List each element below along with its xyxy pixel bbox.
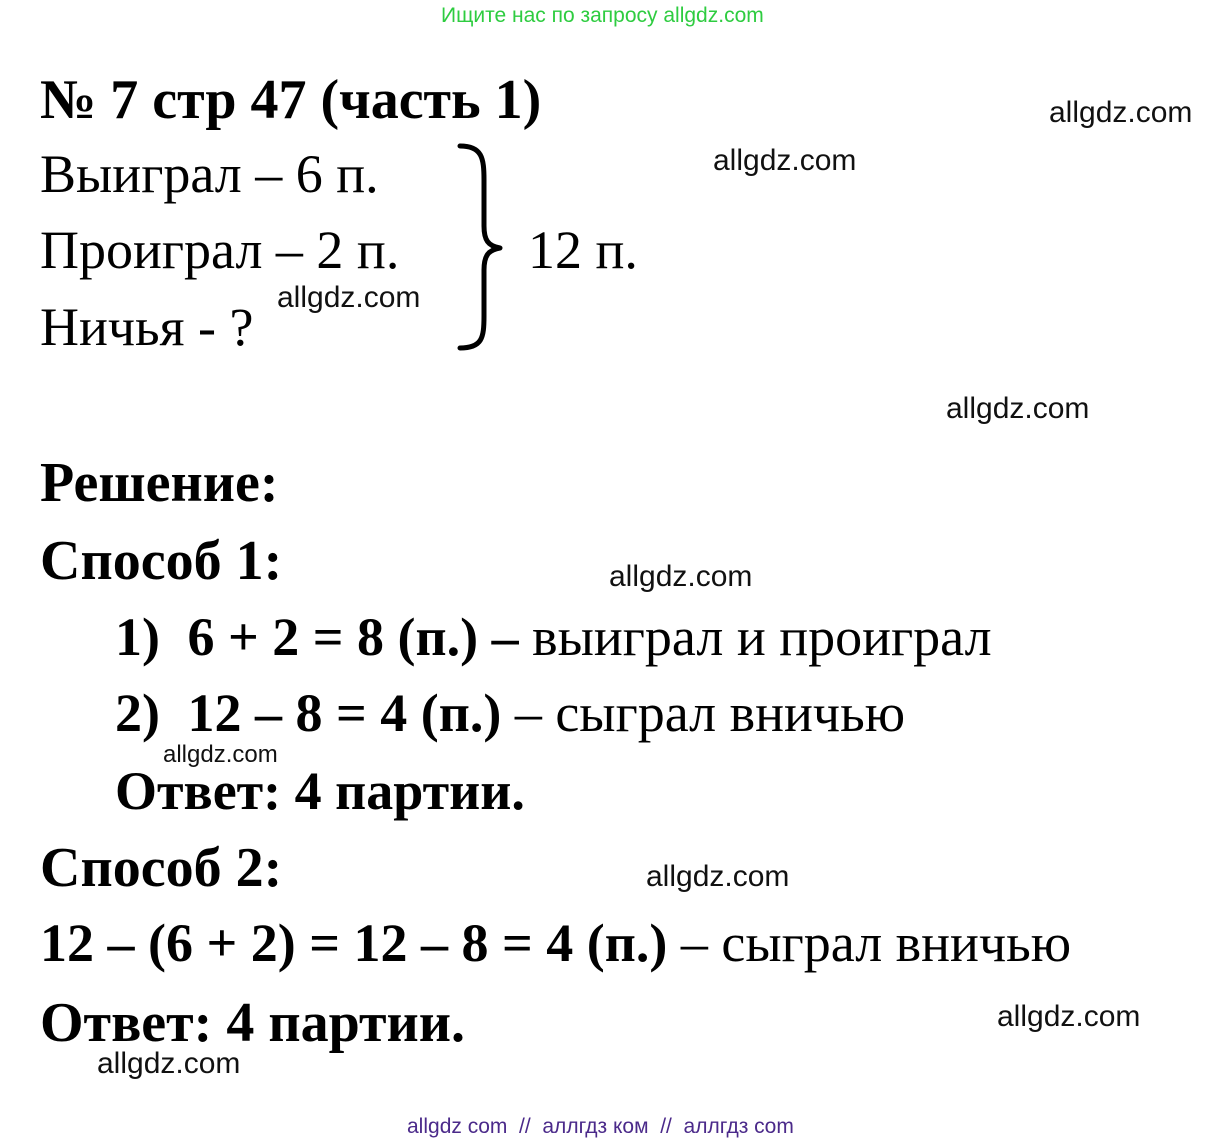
condition-won: Выиграл – 6 п. [40, 144, 379, 204]
method-2-expression: 12 – (6 + 2) = 12 – 8 = 4 (п.) [40, 913, 668, 973]
step-2-number: 2) [115, 683, 160, 743]
step-2-expression: 12 – 8 = 4 (п.) [187, 683, 502, 743]
method-1-answer: Ответ: 4 партии. [115, 761, 525, 821]
page-title: № 7 стр 47 (часть 1) [40, 69, 542, 131]
curly-brace [452, 140, 532, 355]
watermark: allgdz.com [163, 741, 278, 768]
watermark: allgdz.com [997, 1000, 1141, 1033]
condition-draw: Ничья - ? [40, 297, 254, 357]
watermark: allgdz.com [97, 1047, 241, 1080]
method-2-heading: Способ 2: [40, 837, 283, 899]
watermark: allgdz.com [1049, 96, 1193, 129]
step-1-expression: 6 + 2 = 8 (п.) – [187, 607, 519, 667]
watermark: allgdz.com [713, 144, 857, 177]
method-1-heading: Способ 1: [40, 530, 283, 592]
watermark: allgdz.com [646, 860, 790, 893]
method-1-step-2 [115, 683, 906, 743]
watermark: allgdz.com [277, 281, 421, 314]
step-2-description: – сыграл вничью [514, 683, 906, 743]
watermark: allgdz.com [946, 392, 1090, 425]
step-1-number: 1) [115, 607, 160, 667]
method-2-answer: Ответ: 4 партии. [40, 992, 466, 1054]
step-1-description: выиграл и проиграл [532, 607, 992, 667]
method-1-step-1 [115, 607, 992, 667]
solution-heading: Решение: [40, 452, 279, 514]
watermark: allgdz.com [609, 560, 753, 593]
method-2-solution [40, 913, 1072, 973]
footer-links: allgdz com // аллгдз ком // аллгдз com [407, 1115, 794, 1138]
condition-lost: Проиграл – 2 п. [40, 220, 400, 280]
method-2-description: – сыграл вничью [680, 913, 1072, 973]
top-banner: Ищите нас по запросу allgdz.com [441, 4, 764, 27]
condition-total: 12 п. [528, 220, 638, 280]
